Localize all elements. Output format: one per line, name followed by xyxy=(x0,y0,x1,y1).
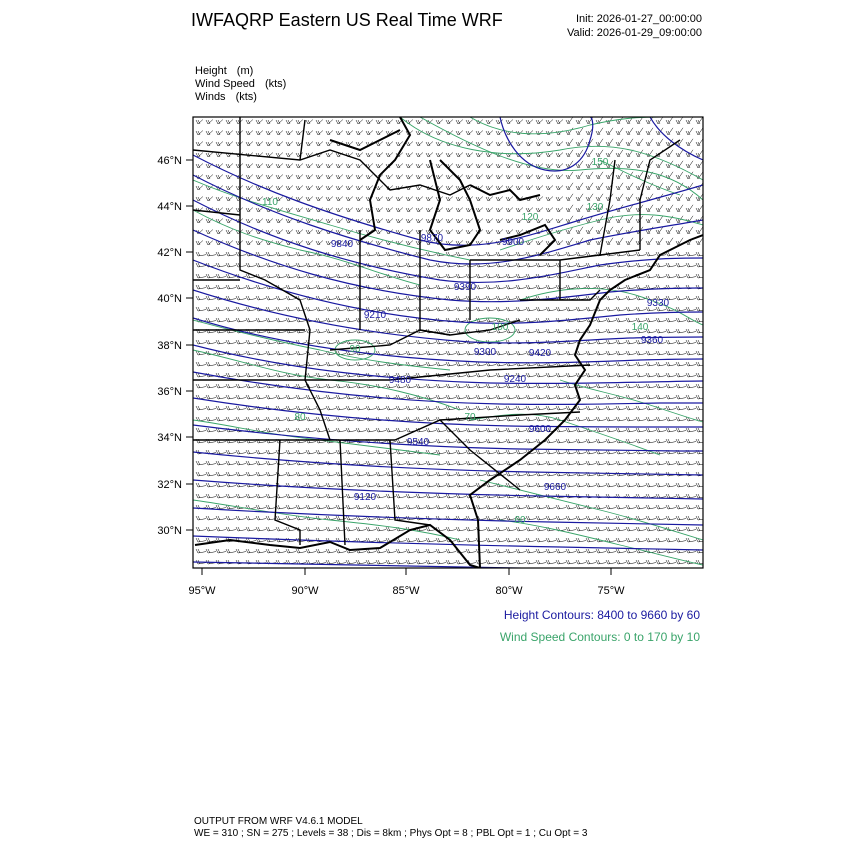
height-contour-label: 9390 xyxy=(453,282,477,293)
height-contour-label: 9480 xyxy=(388,375,412,386)
height-contour-label: 9240 xyxy=(503,374,527,385)
wind-contour-label: 110 xyxy=(262,197,278,208)
wind-contour-label: 80 xyxy=(294,412,306,423)
longitude-axis xyxy=(188,568,625,597)
lon-tick-label: 75°W xyxy=(597,585,625,597)
wind-contour-label: 140 xyxy=(631,322,649,333)
wind-contour-label: 150 xyxy=(591,157,609,168)
model-config-line: WE = 310 ; SN = 275 ; Levels = 38 ; Dis = 8km ; Phys Opt = 8 ; PBL Opt = 1 ; Cu Opt = 3 xyxy=(194,828,588,839)
wind-contour-label: 90 xyxy=(349,344,361,355)
wind-contour-label: 100 xyxy=(491,322,509,333)
height-contour-label: 9660 xyxy=(543,482,567,493)
valid-time: Valid: 2026-01-29_09:00:00 xyxy=(567,27,702,39)
lon-tick-label: 95°W xyxy=(188,585,216,597)
wind-contour-label: 60 xyxy=(514,515,526,526)
lat-tick-label: 46°N xyxy=(157,155,182,167)
lat-tick-label: 34°N xyxy=(157,432,182,444)
height-contour-label: 9840 xyxy=(330,239,354,250)
field-winds-label: Winds (kts) xyxy=(195,91,257,103)
lat-tick-label: 32°N xyxy=(157,479,182,491)
lat-tick-label: 42°N xyxy=(157,247,182,259)
wind-contour-label: 130 xyxy=(586,202,604,213)
height-contour-label: 9300 xyxy=(473,347,497,358)
height-contour-label: 9210 xyxy=(363,310,387,321)
lat-tick-label: 40°N xyxy=(157,293,182,305)
latitude-axis xyxy=(157,155,193,537)
height-contour-label: 9420 xyxy=(528,348,552,359)
init-time: Init: 2026-01-27_00:00:00 xyxy=(576,13,702,25)
height-contour-label: 9540 xyxy=(406,437,430,448)
lat-tick-label: 44°N xyxy=(157,201,182,213)
height-contour-label: 9120 xyxy=(353,492,377,503)
height-contour-label: 9600 xyxy=(528,424,552,435)
height-contour-label: 9900 xyxy=(501,237,525,248)
height-contour-label: 9870 xyxy=(420,233,444,244)
height-contour-label: 9330 xyxy=(646,298,670,309)
lat-tick-label: 30°N xyxy=(157,525,182,537)
lon-tick-label: 80°W xyxy=(495,585,523,597)
lat-tick-label: 38°N xyxy=(157,340,182,352)
lat-tick-label: 36°N xyxy=(157,386,182,398)
lon-tick-label: 90°W xyxy=(291,585,319,597)
wind-speed-contours-legend: Wind Speed Contours: 0 to 170 by 10 xyxy=(499,630,700,644)
model-output-line: OUTPUT FROM WRF V4.6.1 MODEL xyxy=(194,816,363,827)
lon-tick-label: 85°W xyxy=(392,585,420,597)
height-contours-legend: Height Contours: 8400 to 9660 by 60 xyxy=(503,608,700,622)
height-contour-label: 9360 xyxy=(640,335,664,346)
field-wind-speed-label: Wind Speed (kts) xyxy=(195,78,287,90)
map-title: IWFAQRP Eastern US Real Time WRF xyxy=(191,10,503,30)
field-height-label: Height (m) xyxy=(195,65,254,77)
wind-contour-label: 120 xyxy=(521,212,539,223)
wind-contour-label: 70 xyxy=(464,412,476,423)
